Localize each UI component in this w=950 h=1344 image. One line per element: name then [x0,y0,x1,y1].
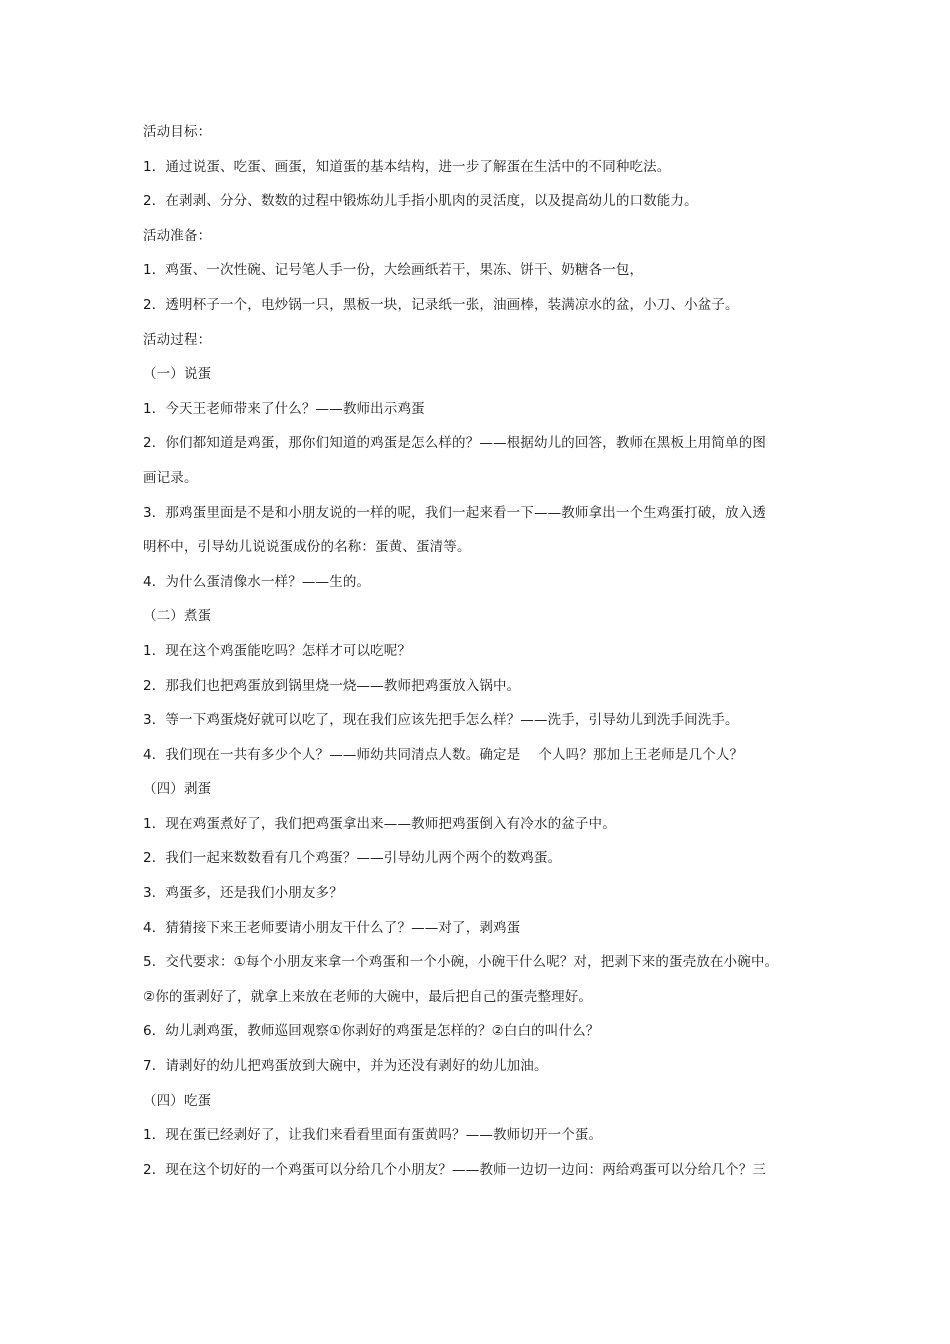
peel-egg-item-5: 5．交代要求：①每个小朋友来拿一个鸡蛋和一个小碗，小碗干什么呢？对，把剥下来的蛋壳放在小碗中。 [143,954,779,971]
boil-egg-item-2: 2．那我们也把鸡蛋放到锅里烧一烧——教师把鸡蛋放入锅中。 [143,677,521,694]
talk-egg-item-2-continued: 画记录。 [143,469,198,486]
boil-egg-item-1: 1．现在这个鸡蛋能吃吗？怎样才可以吃呢？ [143,642,412,659]
boil-egg-item-3: 3．等一下鸡蛋烧好就可以吃了，现在我们应该先把手怎么样？——洗手，引导幼儿到洗手间洗手。 [143,712,739,729]
subsection-heading-peel-egg: （四）剥蛋 [143,781,212,798]
peel-egg-item-7: 7．请剥好的幼儿把鸡蛋放到大碗中，并为还没有剥好的幼儿加油。 [143,1058,548,1075]
subsection-heading-talk-egg: （一）说蛋 [143,366,212,383]
preparation-item-2: 2．透明杯子一个，电炒锅一只，黑板一块，记录纸一张，油画棒，装满凉水的盆，小刀、小盆子。 [143,296,739,313]
goal-item-1: 1．通过说蛋、吃蛋、画蛋，知道蛋的基本结构，进一步了解蛋在生活中的不同种吃法。 [143,158,671,175]
section-heading-goals: 活动目标： [143,124,212,140]
talk-egg-item-3-continued: 明杯中，引导幼儿说说蛋成份的名称：蛋黄、蛋清等。 [143,539,471,556]
subsection-heading-boil-egg: （二）煮蛋 [143,608,212,625]
eat-egg-item-2: 2．现在这个切好的一个鸡蛋可以分给几个小朋友？——教师一边切一边问：两给鸡蛋可以分给几个？三 [143,1161,766,1178]
peel-egg-item-1: 1．现在鸡蛋煮好了，我们把鸡蛋拿出来——教师把鸡蛋倒入有冷水的盆子中。 [143,815,616,832]
peel-egg-item-2: 2．我们一起来数数看有几个鸡蛋？——引导幼儿两个两个的数鸡蛋。 [143,850,562,867]
peel-egg-item-4: 4．猜猜接下来王老师要请小朋友干什么了？——对了，剥鸡蛋 [143,919,521,936]
talk-egg-item-4: 4．为什么蛋清像水一样？——生的。 [143,573,371,590]
document-body [143,122,823,1194]
preparation-item-1: 1．鸡蛋、一次性碗、记号笔人手一份，大绘画纸若干，果冻、饼干、奶糖各一包， [143,262,644,279]
section-heading-process: 活动过程： [143,331,212,348]
subsection-heading-eat-egg: （四）吃蛋 [143,1092,212,1109]
talk-egg-item-1: 1．今天王老师带来了什么？——教师出示鸡蛋 [143,400,425,417]
boil-egg-item-4: 4．我们现在一共有多少个人？——师幼共同清点人数。确定是 个人吗？那加上王老师是几个人？ [143,746,744,763]
peel-egg-item-6: 6．幼儿剥鸡蛋，教师巡回观察①你剥好的鸡蛋是怎样的？②白白的叫什么？ [143,1023,600,1040]
eat-egg-item-1: 1．现在蛋已经剥好了，让我们来看看里面有蛋黄吗？——教师切开一个蛋。 [143,1127,603,1144]
peel-egg-item-3: 3．鸡蛋多，还是我们小朋友多？ [143,885,343,902]
section-heading-preparation: 活动准备： [143,227,212,244]
peel-egg-item-5-continued: ②你的蛋剥好了，就拿上来放在老师的大碗中，最后把自己的蛋壳整理好。 [143,988,593,1005]
talk-egg-item-3: 3．那鸡蛋里面是不是和小朋友说的一样的呢，我们一起来看一下——教师拿出一个生鸡蛋打破，放入透 [143,504,766,521]
goal-item-2: 2．在剥剥、分分、数数的过程中锻炼幼儿手指小肌肉的灵活度，以及提高幼儿的口数能力。 [143,193,698,210]
talk-egg-item-2: 2．你们都知道是鸡蛋，那你们知道的鸡蛋是怎么样的？——根据幼儿的回答，教师在黑板上用简单的图 [143,435,766,452]
